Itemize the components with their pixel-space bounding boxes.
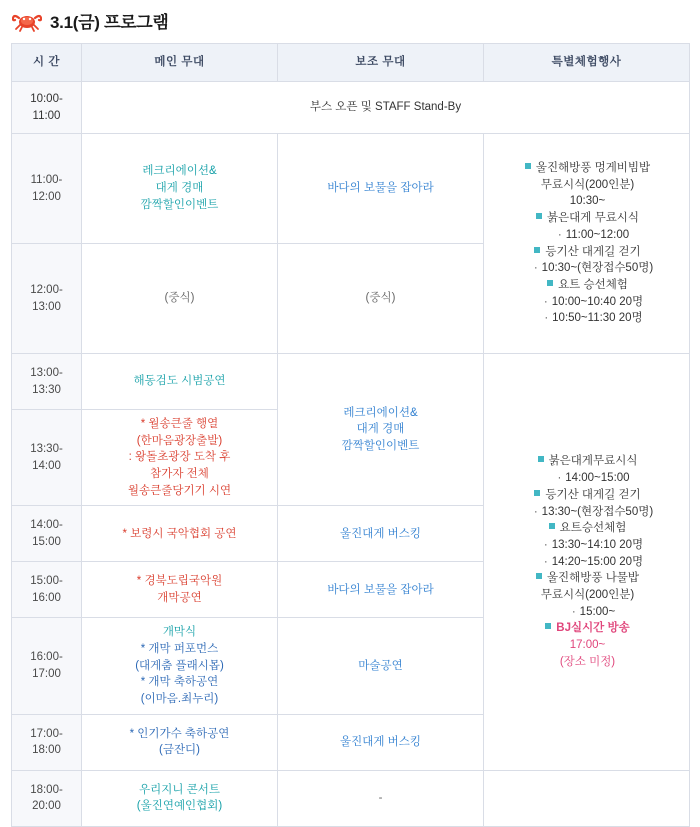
bullet-square-icon [525,163,531,169]
bullet-square-icon [536,573,542,579]
sub-stage-cell: 울진대게 버스킹 [278,714,484,770]
special-item: · 14:20~15:00 20명 [494,554,681,571]
special-item: 붉은대게 무료시식 [494,210,681,227]
special-item: · 11:00~12:00 [494,227,681,244]
time-cell: 13:00- 13:30 [12,354,82,410]
special-item: 요트 승선체험 [494,277,681,294]
page-title-bar [0,0,700,43]
special-item: · 10:50~11:30 20명 [494,310,681,327]
special-item: 등기산 대게길 걷기 [494,487,681,504]
main-stage-cell: * 보령시 국악협회 공연 [82,506,278,562]
bullet-square-icon [538,456,544,462]
main-stage-cell: * 월송큰줄 행열 (한마음광장출발) : 왕돌초광장 도착 후 참가자 전체 월송큰줄당기기 시연 [82,410,278,506]
special-item: 울진해방풍 멍게비빔밥 [494,160,681,177]
sub-stage-cell: 마술공연 [278,618,484,714]
bullet-square-icon [547,280,553,286]
sub-stage-cell: 바다의 보물을 잡아라 [278,562,484,618]
bullet-square-icon [545,623,551,629]
time-cell: 14:00- 15:00 [12,506,82,562]
table-row [12,770,690,826]
sub-stage-cell: (중식) [278,244,484,354]
special-item: 울진해방풍 나물밥 [494,570,681,587]
time-cell: 15:00- 16:00 [12,562,82,618]
table-row [12,82,690,134]
main-stage-cell: (중식) [82,244,278,354]
main-stage-cell: 레크리에이션& 대게 경매 깜짝할인이벤트 [82,134,278,244]
col-header-sub-stage: 보조 무대 [278,44,484,82]
page-title: 3.1(금) 프로그램 [50,13,169,32]
sub-stage-cell: - [278,770,484,826]
bullet-square-icon [549,523,555,529]
special-item: 붉은대게무료시식 [494,453,681,470]
special-item: · 13:30~(현장접수50명) [494,504,681,521]
special-events-cell-morning [484,134,690,354]
special-item: BJ실시간 방송 [494,620,681,637]
special-item: 등기산 대게길 걷기 [494,244,681,261]
sub-stage-cell: 레크리에이션& 대게 경매 깜짝할인이벤트 [278,354,484,506]
time-cell: 16:00- 17:00 [12,618,82,714]
special-item: 요트승선체험 [494,520,681,537]
col-header-main-stage: 메인 무대 [82,44,278,82]
crab-icon [12,9,42,33]
special-item: · 15:00~ [494,604,681,621]
table-row [12,134,690,244]
main-stage-cell: 개막식 * 개막 퍼포먼스 (대게춤 플래시몹) * 개막 축하공연 (이마음.최누리) [82,618,278,714]
main-stage-cell: 해동검도 시범공연 [82,354,278,410]
bullet-square-icon [534,247,540,253]
table-row [12,354,690,410]
col-header-time: 시 간 [12,44,82,82]
time-cell: 13:30- 14:00 [12,410,82,506]
booth-open-cell: 부스 오픈 및 STAFF Stand-By [82,82,690,134]
sub-stage-cell: 울진대게 버스킹 [278,506,484,562]
program-schedule-table [11,43,690,827]
table-header-row [12,44,690,82]
time-cell: 18:00- 20:00 [12,770,82,826]
time-cell: 17:00- 18:00 [12,714,82,770]
main-stage-cell: * 인기가수 축하공연 (금잔디) [82,714,278,770]
sub-stage-cell: 바다의 보물을 잡아라 [278,134,484,244]
bullet-square-icon [534,490,540,496]
special-item: 17:00~ [569,638,606,651]
special-item: · 13:30~14:10 20명 [494,537,681,554]
time-cell: 10:00- 11:00 [12,82,82,134]
time-cell: 12:00- 13:00 [12,244,82,354]
special-list-afternoon [494,453,681,670]
special-item: · 10:00~10:40 20명 [494,294,681,311]
special-item: 10:30~ [569,195,606,208]
special-item: · 14:00~15:00 [494,470,681,487]
main-stage-cell: * 경북도립국악원 개막공연 [82,562,278,618]
special-item: · 10:30~(현장접수50명) [494,260,681,277]
special-events-cell-empty [484,770,690,826]
special-list-morning [494,160,681,327]
main-stage-cell: 우리지니 콘서트 (울진연예인협회) [82,770,278,826]
special-item: (장소 미정) [559,655,616,668]
special-events-cell-afternoon [484,354,690,771]
special-item: 무료시식(200인분) [540,178,635,191]
bullet-square-icon [536,213,542,219]
time-cell: 11:00- 12:00 [12,134,82,244]
col-header-special-events: 특별체험행사 [484,44,690,82]
special-item: 무료시식(200인분) [540,588,635,601]
